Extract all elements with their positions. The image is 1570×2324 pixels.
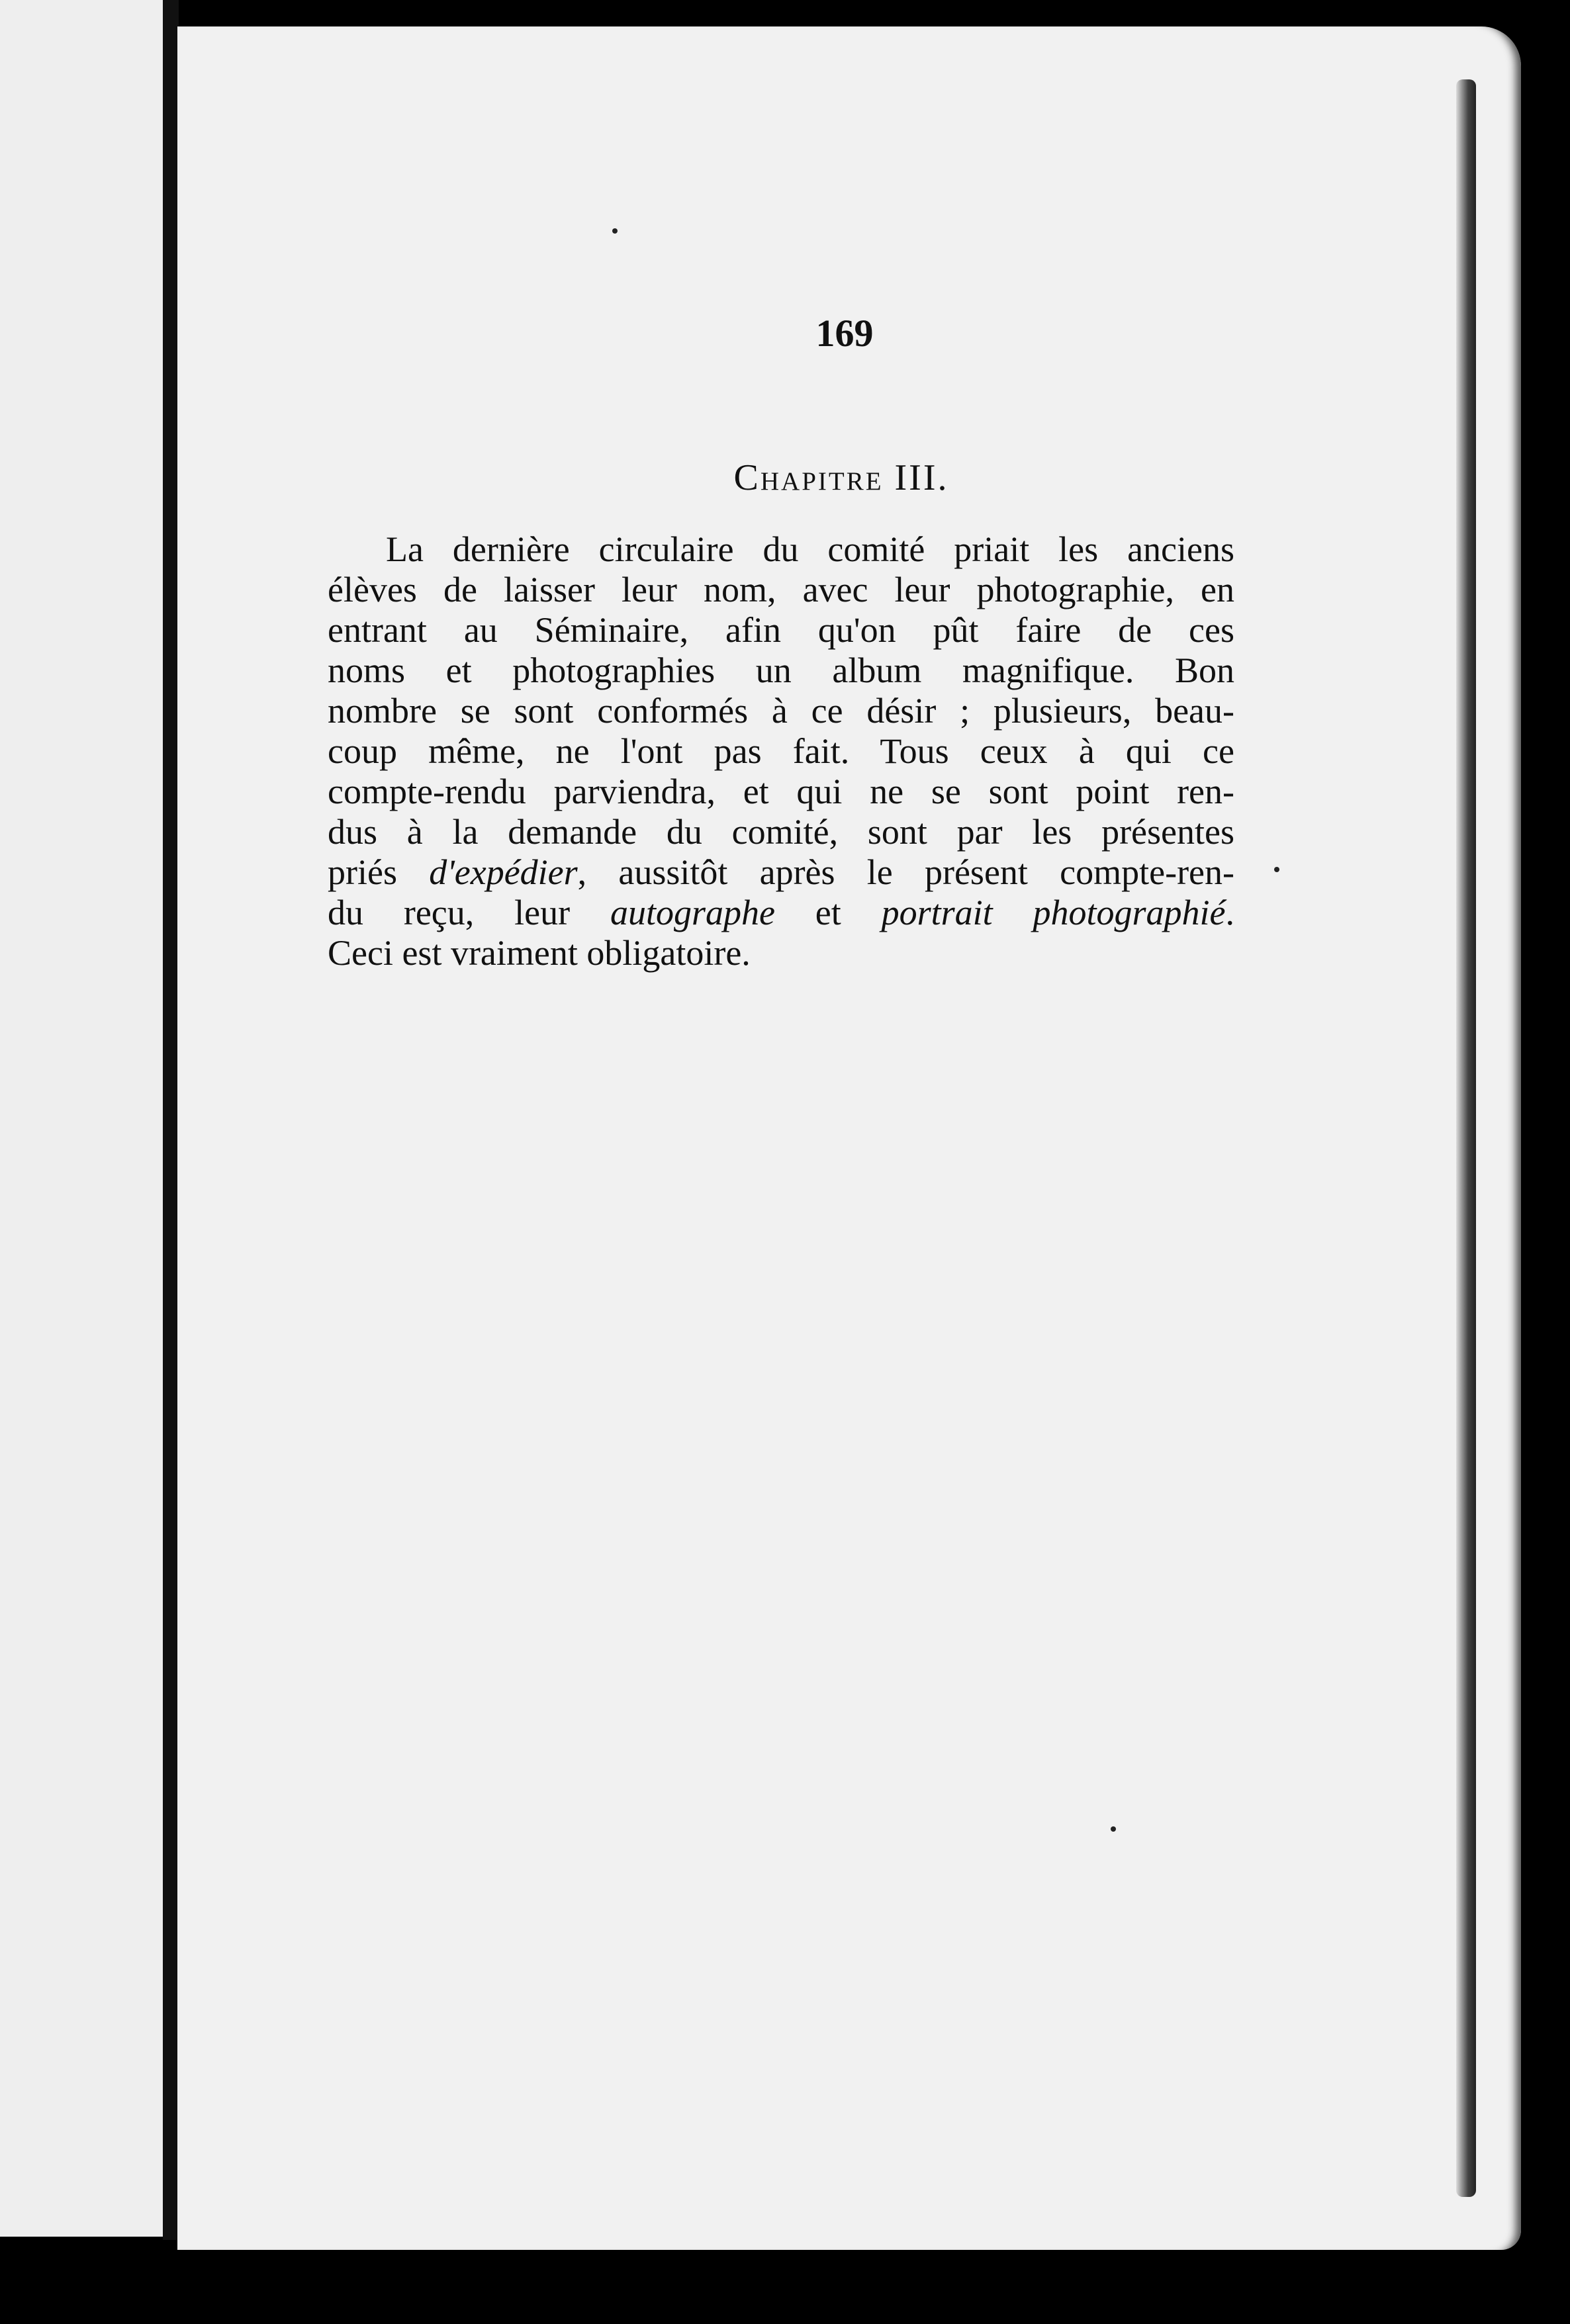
text-line: dus à la demande du comité, sont par les présentes [328,812,1234,852]
scan-speck [1274,867,1279,872]
italic-autographe: autographe [610,893,775,932]
italic-portrait-photographie: portrait photographié [881,893,1226,932]
page-number: 169 [815,312,874,355]
body-paragraph [328,529,1234,973]
text-line: élèves de laisser leur nom, avec leur photographie, en [328,570,1234,609]
text-line: Ceci est vraiment obligatoire. [328,933,751,973]
text-line: nombre se sont conformés à ce désir ; plusieurs, beau- [328,691,1234,731]
chapter-title: Chapitre III. [733,457,949,498]
text-line: noms et photographies un album magnifique. Bon [328,650,1234,690]
text-line: priés d'expédier, aussitôt après le présent compte-ren- [328,852,1235,892]
scan-speck [1111,1826,1116,1832]
text-line: du reçu, leur autographe et portrait photographié. [328,893,1235,932]
text-line: compte-rendu parviendra, et qui ne se sont point ren- [328,772,1234,811]
scan-speck [612,228,618,234]
text-line: entrant au Séminaire, afin qu'on pût faire de ces [328,610,1234,650]
text-line: coup même, ne l'ont pas fait. Tous ceux à qui ce [328,731,1234,771]
italic-expedier: d'expédier [429,852,578,892]
text-line: La dernière circulaire du comité priait les anciens [386,529,1234,569]
page-fore-edge [1456,79,1476,2197]
page-sheet [177,26,1521,2250]
